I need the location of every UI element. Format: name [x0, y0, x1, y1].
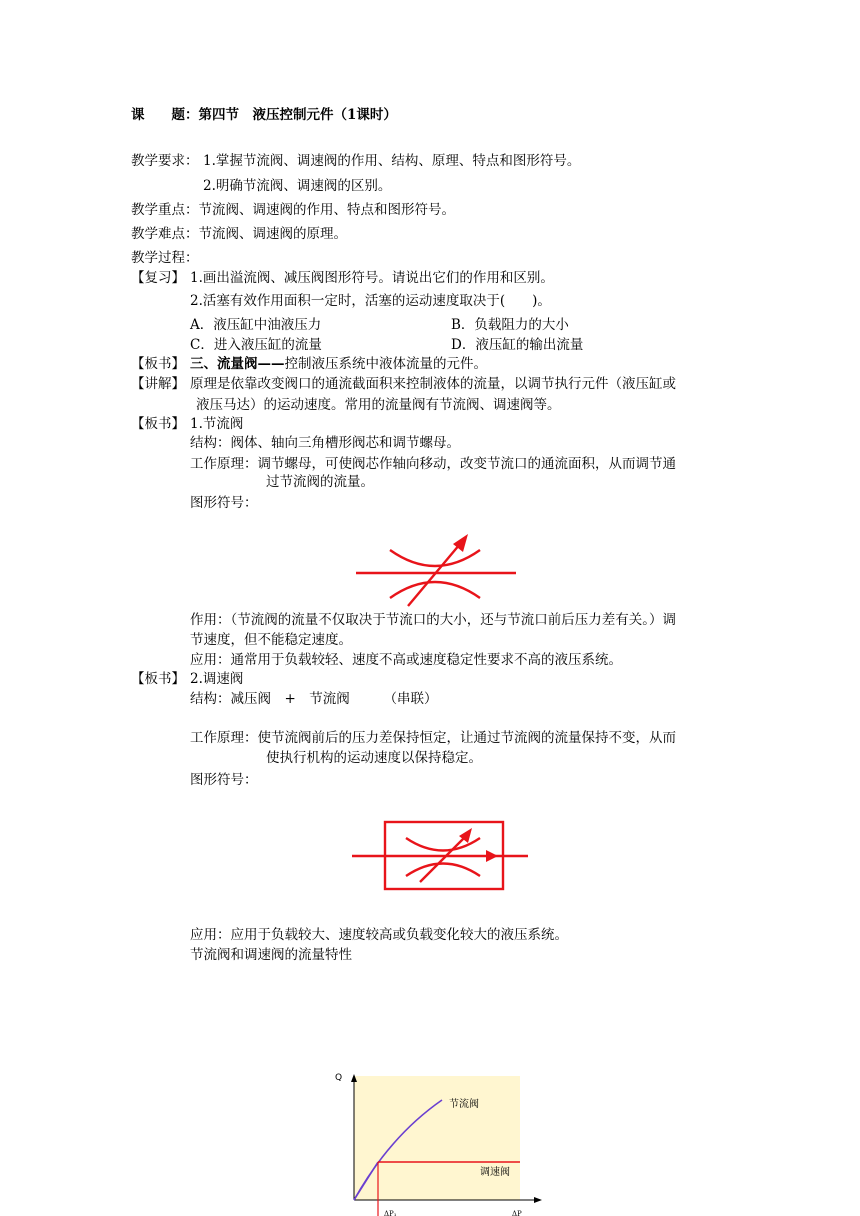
lecture-2: 液压马达）的运动速度。常用的流量阀有节流阀、调速阀等。: [196, 397, 561, 413]
board-1-rest: 控制液压系统中液体流量的元件。: [284, 356, 487, 372]
speed-valve-label: 调速阀: [480, 1167, 510, 1178]
s1-effect-2: 节速度，但不能稳定速度。: [190, 632, 352, 648]
x-axis-arrow: [534, 1197, 542, 1203]
throttle-valve-label: 节流阀: [449, 1099, 479, 1110]
y-axis-label: Q: [335, 1073, 343, 1083]
option-a: A．液压缸中油液压力: [190, 317, 322, 333]
s1-apply: 应用：通常用于负载较轻、速度不高或速度稳定性要求不高的液压系统。: [190, 652, 622, 668]
page-title: 课 题：第四节 液压控制元件（1课时）: [131, 107, 397, 123]
s1-principle-1: 工作原理：调节螺母，可使阀芯作轴向移动，改变节流口的通流面积，从而调节通: [190, 456, 676, 472]
board-tag-3: 【板书】: [131, 671, 185, 687]
x-tick-dp1: ΔP₁: [384, 1210, 397, 1216]
s2-apply: 应用：应用于负载较大、速度较高或负载变化较大的液压系统。: [190, 927, 568, 943]
req-1: 1.掌握节流阀、调速阀的作用、结构、原理、特点和图形符号。: [203, 153, 581, 169]
s1-symbol-label: 图形符号：: [190, 495, 258, 511]
flow-characteristic-graph: [330, 1066, 550, 1216]
s1-effect-1: 作用：（节流阀的流量不仅取决于节流口的大小，还与节流口前后压力差有关。）调: [190, 612, 676, 628]
s1-structure: 结构：阀体、轴向三角槽形阀芯和调节螺母。: [190, 435, 460, 451]
difficult-points: 教学难点：节流阀、调速阀的原理。: [131, 226, 347, 242]
key-points: 教学重点：节流阀、调速阀的作用、特点和图形符号。: [131, 202, 455, 218]
s2-structure: 结构：减压阀 + 节流阀 （串联）: [190, 691, 438, 707]
board-1-text: [190, 355, 487, 373]
s2-principle-1: 工作原理：使节流阀前后的压力差保持恒定，让通过节流阀的流量保持不变，从而: [190, 730, 676, 746]
x-tick-dp: ΔP: [512, 1210, 522, 1216]
board-tag-1: 【板书】: [131, 356, 185, 372]
req-2: 2.明确节流阀、调速阀的区别。: [203, 178, 392, 194]
review-tag: 【复习】: [131, 270, 185, 286]
s2-symbol-label: 图形符号：: [190, 772, 258, 788]
option-b: B．负载阻力的大小: [451, 317, 569, 333]
lecture-tag: 【讲解】: [131, 376, 185, 392]
board-1-head: 三、流量阀——: [190, 356, 285, 372]
req-label: 教学要求：: [131, 153, 199, 169]
throttle-valve-symbol: [352, 530, 522, 620]
process-label: 教学过程：: [131, 250, 199, 266]
s2-title: 2.调速阀: [190, 671, 244, 687]
review-1: 1.画出溢流阀、减压阀图形符号。请说出它们的作用和区别。: [190, 270, 554, 286]
lecture-1: 原理是依靠改变阀口的通流截面积来控制液体的流量，以调节执行元件（液压缸或: [190, 376, 676, 392]
s2-flow: 节流阀和调速阀的流量特性: [190, 947, 352, 963]
option-c: C．进入液压缸的流量: [190, 337, 322, 353]
board-tag-2: 【板书】: [131, 416, 185, 432]
graph-background: [354, 1076, 520, 1200]
option-d: D．液压缸的输出流量: [451, 337, 584, 353]
review-2: 2.活塞有效作用面积一定时，活塞的运动速度取决于( )。: [190, 293, 551, 309]
s1-principle-2: 过节流阀的流量。: [266, 474, 374, 490]
s2-principle-2: 使执行机构的运动速度以保持稳定。: [266, 750, 482, 766]
speed-control-valve-symbol: [348, 818, 538, 898]
s1-title: 1.节流阀: [190, 416, 244, 432]
